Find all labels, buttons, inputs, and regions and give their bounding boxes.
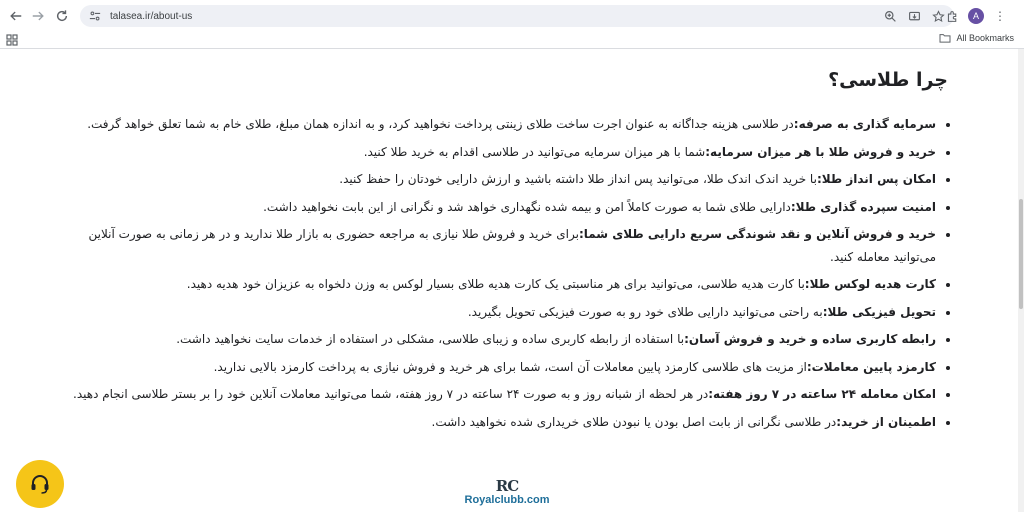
address-bar[interactable]	[80, 5, 954, 27]
zoom-icon[interactable]	[882, 8, 898, 24]
apps-grid-icon[interactable]	[6, 34, 18, 46]
feature-title: رابطه کاربری ساده و خرید و فروش آسان:	[684, 332, 936, 346]
browser-toolbar	[0, 0, 1024, 32]
feature-item	[60, 328, 936, 351]
more-menu-icon[interactable]: ⋮	[994, 9, 1006, 23]
about-section	[60, 69, 950, 438]
bookmarks-bar	[0, 32, 1024, 48]
site-info-icon[interactable]	[88, 9, 102, 23]
all-bookmarks-label: All Bookmarks	[956, 33, 1014, 43]
feature-text: با خرید اندک اندک طلا، می‌توانید پس انداز طلا داشته باشید و ارزش دارایی خودتان را حفظ کنید.	[339, 172, 817, 186]
arrow-left-icon	[9, 9, 23, 23]
extensions-icon[interactable]	[942, 6, 962, 26]
feature-text: در طلاسی نگرانی از بابت اصل بودن یا نبودن طلای خریداری شده نخواهید داشت.	[431, 414, 837, 429]
feature-text: به راحتی می‌توانید دارایی طلای خود رو به صورت فیزیکی تحویل بگیرید.	[467, 304, 823, 319]
watermark-logo: RC	[495, 477, 519, 495]
feature-item	[60, 168, 936, 191]
feature-title: امنیت سپرده گذاری طلا:	[790, 199, 936, 214]
feature-item	[60, 223, 936, 268]
watermark-text: Royalclubb.com	[464, 494, 550, 506]
feature-text: با کارت هدیه طلاسی، می‌توانید برای هر مناسبتی یک کارت هدیه طلای بسیار لوکس به وزن دلخواه به عزیزان خود هدیه دهید.	[186, 277, 805, 291]
feature-text: دارایی طلای شما به صورت کاملاً امن و بیمه شده نگهداری خواهد شد و نگرانی از این بابت نخواهید داشت.	[263, 199, 791, 214]
feature-text: در طلاسی هزینه جداگانه به عنوان اجرت ساخت طلای زینتی پرداخت نخواهید کرد، و به اندازه همان مبلغ، طلای خام به شما تعلق خواهد گرفت.	[87, 117, 794, 131]
feature-text: برای خرید و فروش طلا نیازی به مراجعه حضوری به بازار طلا ندارید و در هر زمانی به صورت آنلاین می‌توانید معامله کنید.	[88, 227, 936, 264]
feature-item	[60, 273, 936, 296]
scrollbar-thumb[interactable]	[1019, 199, 1023, 309]
all-bookmarks-button[interactable]	[939, 33, 1014, 43]
headset-icon	[28, 472, 52, 496]
install-app-icon[interactable]	[906, 8, 922, 24]
profile-avatar[interactable]: A	[968, 8, 984, 24]
feature-item	[60, 113, 936, 136]
feature-item	[60, 383, 936, 406]
arrow-right-icon	[31, 9, 45, 23]
features-list	[60, 113, 950, 433]
feature-text: شما با هر میزان سرمایه می‌توانید در طلاسی اقدام به خرید طلا کنید.	[363, 144, 706, 159]
reload-icon	[55, 9, 69, 23]
feature-text: در هر لحظه از شبانه روز و به صورت ۲۴ ساعته در ۷ روز هفته، شما می‌توانید معاملات آنلاین خود را بر بستر طلاسی انجام دهید.	[73, 387, 709, 401]
url-text[interactable]: talasea.ir/about-us	[110, 10, 193, 22]
back-button[interactable]	[4, 4, 28, 28]
feature-item	[60, 196, 936, 219]
feature-title: کارت هدیه لوکس طلا:	[804, 277, 936, 291]
page-heading: چرا طلاسی؟	[828, 69, 948, 91]
forward-button[interactable]	[26, 4, 50, 28]
feature-text: از مزیت های طلاسی کارمزد پایین معاملات آن است، شما برای هر خرید و فروش نیازی به پرداخت کارمزد بالایی ندارید.	[213, 359, 807, 374]
feature-item	[60, 141, 936, 164]
folder-icon	[939, 33, 951, 43]
watermark	[452, 478, 562, 507]
feature-title: خرید و فروش طلا با هر میزان سرمایه:	[705, 144, 936, 159]
feature-text: با استفاده از رابطه کاربری ساده و زیبای طلاسی، مشکلی در استفاده از خدمات سایت نخواهید داشت.	[176, 332, 685, 346]
feature-item	[60, 356, 936, 379]
feature-title: خرید و فروش آنلاین و نقد شوندگی سریع دارایی طلای شما:	[578, 227, 936, 241]
feature-title: کارمزد پایین معاملات:	[806, 359, 936, 374]
feature-item	[60, 411, 936, 434]
feature-title: اطمینان از خرید:	[836, 414, 936, 429]
feature-title: سرمایه گذاری به صرفه:	[793, 117, 936, 131]
reload-button[interactable]	[50, 4, 74, 28]
support-chat-button[interactable]	[16, 460, 64, 508]
feature-title: تحویل فیزیکی طلا:	[822, 304, 936, 319]
feature-item	[60, 301, 936, 324]
feature-title: امکان معامله ۲۴ ساعته در ۷ روز هفته:	[708, 387, 936, 401]
page-viewport	[0, 49, 1018, 512]
feature-title: امکان پس انداز طلا:	[816, 172, 936, 186]
scrollbar[interactable]	[1018, 49, 1024, 512]
